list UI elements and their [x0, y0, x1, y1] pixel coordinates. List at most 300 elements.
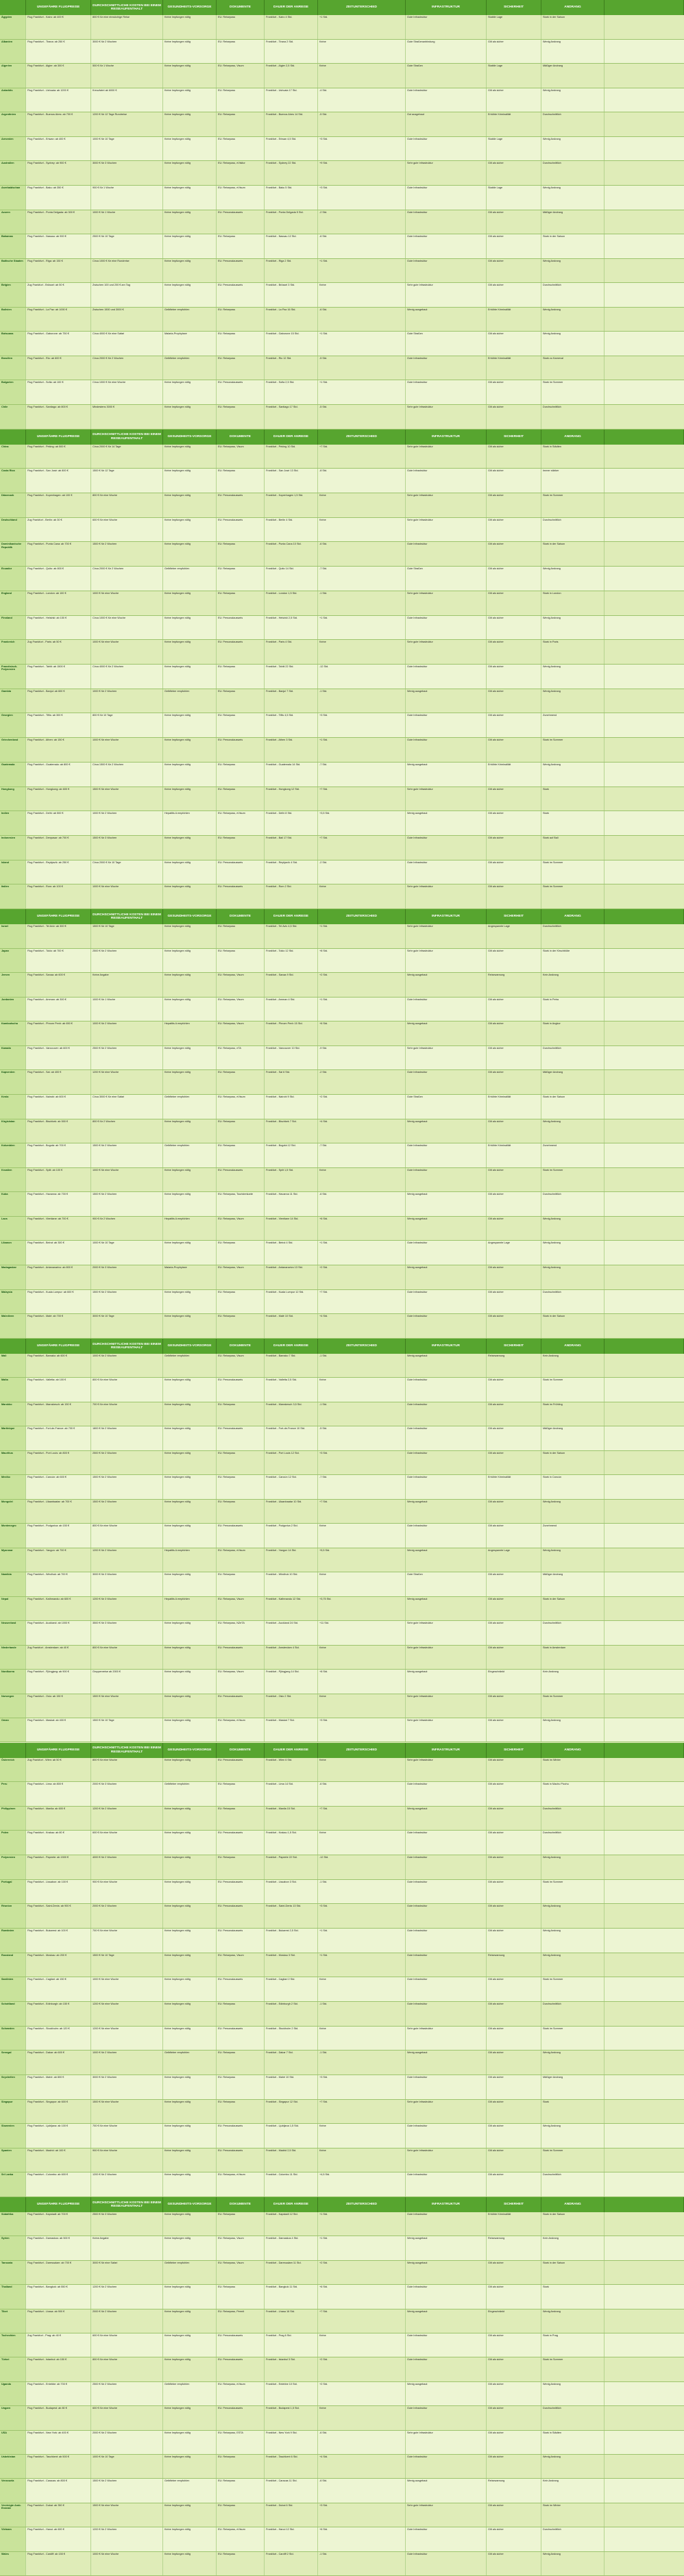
table-row — [0, 884, 684, 909]
table-row — [0, 1500, 684, 1524]
column-header: DAUER DER ANREISE — [265, 1743, 318, 1758]
table-cell: Gilt als sicher — [487, 2406, 541, 2429]
table-cell: Wenig ausgebaut — [406, 1500, 487, 1523]
table-cell: Angespannte Lage — [487, 1241, 541, 1265]
table-cell: -6 Std. — [318, 542, 406, 566]
table-cell: EU: Reisepass — [217, 836, 265, 860]
table-cell: Gute Straßen — [406, 1572, 487, 1596]
table-cell: 600 € für eine Woche — [91, 1831, 163, 1855]
table-row — [0, 2431, 684, 2455]
table-cell: Wenig ausgebaut — [406, 1597, 487, 1620]
table-cell: Frankfurt - Entebbe 10 Std. — [265, 2382, 318, 2405]
table-cell: Frankfurt - Tel Aviv 4,5 Std. — [265, 924, 318, 948]
table-cell: 500 € für 1 Woche — [91, 64, 163, 88]
table-cell: EU: Reisepass, eVisum — [217, 811, 265, 835]
table-cell: Keine Impfungen nötig — [163, 1451, 217, 1474]
table-cell: Flug Frankfurt - Tokio: ab 700 € — [26, 949, 91, 973]
table-cell: Gute Infrastruktur — [406, 1782, 487, 1806]
table-cell: Zunehmend — [541, 1143, 604, 1167]
table-cell: Keine Impfungen nötig — [163, 1070, 217, 1094]
table-cell: Gilt als sicher — [487, 591, 541, 615]
table-cell: Gilt als sicher — [487, 332, 541, 356]
table-cell: Flug Frankfurt - Bogotá: ab 700 € — [26, 1143, 91, 1167]
table-cell: Keine Impfungen nötig — [163, 161, 217, 185]
table-cell: Gilt als sicher — [487, 2148, 541, 2172]
table-cell: EU: Reisepass — [217, 787, 265, 811]
table-row — [0, 2261, 684, 2285]
country-cell: Aserbaidschan — [0, 186, 26, 210]
table-cell: Gilt als sicher — [487, 2503, 541, 2527]
table-cell: EU: Reisepass, eVisum — [217, 1095, 265, 1119]
table-cell: Flug Frankfurt - Port Louis: ab 800 € — [26, 1451, 91, 1474]
table-cell: EU: Reisepass, Visum — [217, 2261, 265, 2284]
table-cell: 800 € für 10 Tage — [91, 713, 163, 737]
table-cell: +5,5 Std. — [318, 1548, 406, 1572]
table-cell: Gute Infrastruktur — [406, 469, 487, 493]
table-cell: EU: Personalausweis — [217, 1426, 265, 1450]
table-cell: Zug Frankfurt - Berlin: ab 30 € — [26, 518, 91, 542]
table-cell: Frankfurt - Valletta 2,5 Std. — [265, 1378, 318, 1401]
column-header — [0, 2197, 26, 2212]
table-cell: Stark in der Saison — [541, 2261, 604, 2284]
table-cell: Frankfurt - Tiflis 4,5 Std. — [265, 713, 318, 737]
table-cell: 1200 € für eine Woche — [91, 2027, 163, 2051]
table-cell: Frankfurt - Guatemala 14 Std. — [265, 763, 318, 787]
table-cell: EU: Reisepass — [217, 1314, 265, 1338]
table-row — [0, 15, 684, 40]
table-cell: Keine Impfungen nötig — [163, 1855, 217, 1879]
country-cell: England — [0, 591, 26, 615]
table-cell: Keine Impfungen nötig — [163, 973, 217, 997]
table-cell: Keine Impfungen nötig — [163, 1378, 217, 1401]
table-cell: Keine Impfungen nötig — [163, 884, 217, 908]
table-cell: Keine — [318, 1572, 406, 1596]
table-cell: Circa 2000 € für 10 Tage — [91, 860, 163, 884]
table-cell: Gilt als sicher — [487, 787, 541, 811]
table-cell: Keine — [318, 493, 406, 517]
table-cell: Frankfurt - Reykjavík 4 Std. — [265, 860, 318, 884]
table-cell: 2000 € für 2 Wochen — [91, 1904, 163, 1928]
country-cell: Azoren — [0, 210, 26, 234]
table-cell: +2 Std. — [318, 1095, 406, 1119]
table-cell: Frankfurt - Oslo 2 Std. — [265, 1694, 318, 1718]
table-cell: Keine — [318, 1977, 406, 2001]
table-cell: Gilt als sicher — [487, 2002, 541, 2026]
country-cell: Russland — [0, 1953, 26, 1977]
table-cell: Keine Angabe — [91, 973, 163, 997]
table-cell: Gute Infrastruktur — [406, 836, 487, 860]
table-cell: Stark auf Bali — [541, 836, 604, 860]
table-cell: Gilt als sicher — [487, 567, 541, 591]
country-cell: Mexiko — [0, 1475, 26, 1498]
table-cell: EU: Reisepass, Visum — [217, 998, 265, 1021]
table-cell: Hepatitis A empfohlen — [163, 811, 217, 835]
table-cell: 1500 € für 10 Tage — [91, 1953, 163, 1977]
table-cell: Flug Frankfurt - Entebbe: ab 700 € — [26, 2382, 91, 2405]
table-cell: Wenig ausgebaut — [406, 811, 487, 835]
table-cell: Hepatitis A empfohlen — [163, 1217, 217, 1241]
table-cell: Durchschnittlich — [541, 924, 604, 948]
table-cell: Gute Infrastruktur — [406, 2552, 487, 2575]
country-cell: Gambia — [0, 689, 26, 713]
country-cell: Spanien — [0, 2148, 26, 2172]
table-cell: Wenig ausgebaut — [406, 2051, 487, 2075]
country-cell: Ungarn — [0, 2406, 26, 2429]
table-cell: Circa 2000 € für 14 Tage — [91, 445, 163, 469]
table-cell: Keine Impfungen nötig — [163, 186, 217, 210]
table-cell: Frankfurt - Ponta Delgada 5 Std. — [265, 210, 318, 234]
table-cell: EU: Reisepass — [217, 1855, 265, 1879]
table-cell: Keine Impfungen nötig — [163, 738, 217, 762]
table-cell: EU: Reisepass — [217, 1143, 265, 1167]
table-cell: -5 Std. — [318, 1426, 406, 1450]
table-row — [0, 763, 684, 787]
country-cell: Marokko — [0, 1402, 26, 1426]
table-block — [0, 1339, 684, 1743]
table-cell: Wenig Andrang — [541, 186, 604, 210]
table-cell: Durchschnittlich — [541, 283, 604, 307]
table-cell: Gilt als sicher — [487, 616, 541, 640]
table-cell: Frankfurt - Delhi 8 Std. — [265, 811, 318, 835]
country-cell: China — [0, 445, 26, 469]
table-cell: Erhöhte Kriminalität — [487, 356, 541, 380]
table-cell: Stabile Lage — [487, 186, 541, 210]
table-cell: Stabile Lage — [487, 15, 541, 39]
table-cell: Durchschnittlich — [541, 1807, 604, 1831]
country-cell: Malaysia — [0, 1290, 26, 1314]
table-cell: Gute Infrastruktur — [406, 1953, 487, 1977]
table-cell: Gilt als sicher — [487, 2357, 541, 2381]
table-cell: Wenig Andrang — [541, 40, 604, 64]
table-cell: Sehr gute Infrastruktur — [406, 2027, 487, 2051]
table-cell: EU: Reisepass, Visum — [217, 973, 265, 997]
table-cell: Keine — [318, 2124, 406, 2148]
table-cell: Gilt als sicher — [487, 1290, 541, 1314]
table-cell: Flug Frankfurt - Ponta Delgada: ab 300 € — [26, 210, 91, 234]
table-cell: Frankfurt - Santiago 17 Std. — [265, 405, 318, 429]
table-cell: 900 € für 2 Wochen — [91, 1217, 163, 1241]
table-cell: Frankfurt - Kathmandu 12 Std. — [265, 1597, 318, 1620]
table-cell: Gute Infrastruktur — [406, 15, 487, 39]
table-block — [0, 2197, 684, 2576]
table-cell: Keine Impfungen nötig — [163, 1758, 217, 1782]
table-cell: 4000 € für 2 Wochen — [91, 1855, 163, 1879]
table-cell: EU: Personalausweis — [217, 1378, 265, 1401]
table-cell: Kreuzfahrt ab 6000 € — [91, 88, 163, 112]
table-cell: Hepatitis A empfohlen — [163, 1021, 217, 1045]
table-cell: Sehr gute Infrastruktur — [406, 2100, 487, 2124]
table-cell: Frankfurt - Kopenhagen 1,5 Std. — [265, 493, 318, 517]
table-cell: Stark in Cancún — [541, 1475, 604, 1498]
table-cell: Sehr gute Infrastruktur — [406, 1646, 487, 1669]
table-cell: Keine Impfungen nötig — [163, 445, 217, 469]
table-cell: +4 Std. — [318, 2455, 406, 2478]
table-cell: Stark in der Kirschblüte — [541, 949, 604, 973]
table-cell: Flug Frankfurt - Bangkok: ab 550 € — [26, 2285, 91, 2308]
table-cell: 1500 € für eine Woche — [91, 2100, 163, 2124]
table-cell: +3 Std. — [318, 1904, 406, 1928]
table-cell: EU: Reisepass — [217, 2051, 265, 2075]
table-cell: +1 Std. — [318, 380, 406, 404]
table-cell: Frankfurt - Paris 4 Std. — [265, 640, 318, 664]
table-cell: Frankfurt - Stockholm 2 Std. — [265, 2027, 318, 2051]
table-row — [0, 1880, 684, 1905]
table-cell: Sehr gute Infrastruktur — [406, 1718, 487, 1742]
table-cell: Gilt als sicher — [487, 469, 541, 493]
table-cell: -6 Std. — [318, 2431, 406, 2454]
table-cell: Flug Frankfurt - Eriwan: ab 400 € — [26, 137, 91, 161]
table-cell: Flug Frankfurt - Podgorica: ab 150 € — [26, 1524, 91, 1547]
table-row — [0, 2479, 684, 2503]
table-row — [0, 1426, 684, 1450]
table-cell: Frankfurt - Bukarest 2,5 Std. — [265, 1929, 318, 1953]
column-header: ZEITUNTERSCHIED — [318, 1743, 406, 1758]
table-cell: Wenig Andrang — [541, 1265, 604, 1289]
table-row — [0, 40, 684, 64]
table-cell: Frankfurt - New York 9 Std. — [265, 2431, 318, 2454]
table-cell: -1 Std. — [318, 2051, 406, 2075]
table-cell: Frankfurt - Istanbul 3 Std. — [265, 2357, 318, 2381]
table-cell: EU: Reisepass — [217, 2212, 265, 2236]
table-cell: EU: Reisepass — [217, 2455, 265, 2478]
table-cell: Keine Impfungen nötig — [163, 2100, 217, 2124]
table-cell: 1000 € für 10 Tage — [91, 137, 163, 161]
table-cell: Keine Impfungen nötig — [163, 283, 217, 307]
country-cell: Kuba — [0, 1192, 26, 1216]
table-cell: Flug Frankfurt - Rom: ab 100 € — [26, 884, 91, 908]
table-cell: Gute Infrastruktur — [406, 2455, 487, 2478]
table-cell: -1 Std. — [318, 591, 406, 615]
country-cell: Vereinigte Arab. Emirate — [0, 2503, 26, 2527]
table-cell: EU: Reisepass — [217, 112, 265, 136]
table-cell: 800 € für eine Woche — [91, 1378, 163, 1401]
table-cell: Frankfurt - Kairo 4 Std. — [265, 15, 318, 39]
table-row — [0, 137, 684, 162]
column-header: GESUNDHEITS-VORSORGE — [163, 1743, 217, 1758]
table-cell: Stark im Sommer — [541, 2027, 604, 2051]
table-cell: Gute Infrastruktur — [406, 665, 487, 689]
table-cell: EU: Personalausweis — [217, 1646, 265, 1669]
table-cell: Keine — [318, 2406, 406, 2429]
country-cell: Französisch-Polynesien — [0, 665, 26, 689]
table-cell: +3 Std. — [318, 1718, 406, 1742]
table-cell: +7 Std. — [318, 2309, 406, 2333]
table-cell: EU: Reisepass, eVisum — [217, 2382, 265, 2405]
table-cell: Frankfurt - Tirana 2 Std. — [265, 40, 318, 64]
table-cell: Zwischen 100 und 200 € am Tag — [91, 283, 163, 307]
table-cell: Keine Impfungen nötig — [163, 15, 217, 39]
table-row — [0, 2309, 684, 2333]
country-cell: Ecuador — [0, 567, 26, 591]
table-cell: Flug Frankfurt - Delhi: ab 500 € — [26, 811, 91, 835]
table-row — [0, 1548, 684, 1572]
table-cell: 1500 € für eine Woche — [91, 2503, 163, 2527]
table-cell: Keine Impfungen nötig — [163, 1718, 217, 1742]
table-cell: Gute Straßen — [406, 64, 487, 88]
column-header: ANDRANG — [541, 909, 604, 924]
table-cell: Flug Frankfurt - Dakar: ab 600 € — [26, 2051, 91, 2075]
country-cell: Martinique — [0, 1426, 26, 1450]
country-cell: Brasilien — [0, 356, 26, 380]
table-cell: EU: Personalausweis — [217, 2027, 265, 2051]
country-cell: Réunion — [0, 1904, 26, 1928]
table-cell: EU: Reisepass — [217, 763, 265, 787]
table-cell: Durchschnittlich — [541, 2527, 604, 2551]
table-cell: Flug Frankfurt - Manila: ab 600 € — [26, 1807, 91, 1831]
table-cell: Flug Frankfurt - Nassau: ab 900 € — [26, 234, 91, 258]
table-cell: Erhöhte Kriminalität — [487, 763, 541, 787]
country-cell: Niederlande — [0, 1646, 26, 1669]
column-header: UNGEFÄHRE FLUGPREISE — [26, 909, 91, 924]
column-header: INFRASTRUKTUR — [406, 0, 487, 15]
table-cell: Wenig Andrang — [541, 332, 604, 356]
table-row — [0, 689, 684, 714]
table-cell: Stabile Lage — [487, 64, 541, 88]
table-row — [0, 1168, 684, 1193]
table-cell: EU: Personalausweis — [217, 738, 265, 762]
table-cell: Sehr gute Infrastruktur — [406, 1694, 487, 1718]
column-header: DAUER DER ANREISE — [265, 430, 318, 445]
table-cell: Gute Infrastruktur — [406, 542, 487, 566]
table-row — [0, 2285, 684, 2309]
table-cell: Frankfurt - Antananarivo 13 Std. — [265, 1265, 318, 1289]
table-cell: Stark in der Saison — [541, 542, 604, 566]
table-cell: Keine Impfungen nötig — [163, 1977, 217, 2001]
table-cell: EU: Personalausweis — [217, 616, 265, 640]
table-cell: Gilt als sicher — [487, 2527, 541, 2551]
table-cell: Frankfurt - Sofia 2,5 Std. — [265, 380, 318, 404]
table-cell: Keine Impfungen nötig — [163, 405, 217, 429]
table-cell: Durchschnittlich — [541, 518, 604, 542]
table-cell: Keine Impfungen nötig — [163, 2503, 217, 2527]
country-cell: Norwegen — [0, 1694, 26, 1718]
country-cell: Mongolei — [0, 1500, 26, 1523]
table-cell: Gilt als sicher — [487, 2124, 541, 2148]
country-cell: Tansania — [0, 2261, 26, 2284]
table-cell: Frankfurt - Hongkong 12 Std. — [265, 787, 318, 811]
column-header: INFRASTRUKTUR — [406, 430, 487, 445]
table-cell: Durchschnittlich — [541, 2172, 604, 2196]
column-header: DOKUMENTE — [217, 0, 265, 15]
table-cell: Gilt als sicher — [487, 1831, 541, 1855]
table-cell: +1 Std. — [318, 332, 406, 356]
table-row — [0, 567, 684, 591]
table-cell: Frankfurt - Phnom Penh 15 Std. — [265, 1021, 318, 1045]
column-header: GESUNDHEITS-VORSORGE — [163, 2197, 217, 2212]
table-cell: Frankfurt - Lissabon 3 Std. — [265, 1880, 318, 1904]
table-cell: Keine Impfungen nötig — [163, 64, 217, 88]
table-cell: Wenig ausgebaut — [406, 1548, 487, 1572]
table-cell: -6 Std. — [318, 308, 406, 332]
table-cell: Stark im Sommer — [541, 860, 604, 884]
table-cell: EU: Reisepass — [217, 1451, 265, 1474]
table-cell: Stark im Sommer — [541, 1977, 604, 2001]
table-cell: Keine Impfungen nötig — [163, 2212, 217, 2236]
column-header: DOKUMENTE — [217, 1743, 265, 1758]
table-cell: Keine Impfungen nötig — [163, 1241, 217, 1265]
table-cell: EU: Personalausweis — [217, 1758, 265, 1782]
table-cell: EU: Personalausweis — [217, 2124, 265, 2148]
table-cell: Wenig Andrang — [541, 88, 604, 112]
country-cell: Schottland — [0, 2002, 26, 2026]
table-cell: Frankfurt - Nairobi 9 Std. — [265, 1095, 318, 1119]
table-row — [0, 112, 684, 137]
table-row — [0, 2552, 684, 2576]
table-cell: -6 Std. — [318, 234, 406, 258]
table-cell: Frankfurt - Vancouver 10 Std. — [265, 1046, 318, 1070]
country-cell: Kanada — [0, 1046, 26, 1070]
table-row — [0, 1451, 684, 1475]
table-cell: Gute Infrastruktur — [406, 1451, 487, 1474]
table-cell: Frankfurt - Eriwan 4,5 Std. — [265, 137, 318, 161]
table-cell: Frankfurt - Riga 2 Std. — [265, 259, 318, 283]
table-cell: Flug Frankfurt - Colombo: ab 600 € — [26, 2172, 91, 2196]
table-row — [0, 2236, 684, 2260]
country-cell: Armenien — [0, 137, 26, 161]
table-cell: 1500 € für 2 Wochen — [91, 2479, 163, 2502]
table-cell: Frankfurt - Brüssel 3 Std. — [265, 283, 318, 307]
table-cell: Frankfurt - Nassau 12 Std. — [265, 234, 318, 258]
table-cell: Stark im Sommer — [541, 1880, 604, 1904]
table-cell: -7 Std. — [318, 567, 406, 591]
table-cell: -1 Std. — [318, 2552, 406, 2575]
table-cell: +7 Std. — [318, 1500, 406, 1523]
table-cell: Durchschnittlich — [541, 161, 604, 185]
table-cell: Gute Infrastruktur — [406, 860, 487, 884]
table-cell: Circa 1000 € für eine Woche — [91, 380, 163, 404]
table-cell: Sehr gute Infrastruktur — [406, 493, 487, 517]
table-row — [0, 1217, 684, 1241]
table-cell: Flug Frankfurt - Maskat: ab 400 € — [26, 1718, 91, 1742]
table-cell: Wenig Andrang — [541, 2124, 604, 2148]
table-cell: Gilt als sicher — [487, 1500, 541, 1523]
table-cell: Gelbfieber empfohlen — [163, 2382, 217, 2405]
table-cell: -12 Std. — [318, 665, 406, 689]
table-header — [0, 1743, 684, 1758]
table-cell: Frankfurt - Ushuaia 17 Std. — [265, 88, 318, 112]
table-cell: Gilt als sicher — [487, 283, 541, 307]
table-row — [0, 2382, 684, 2406]
table-row — [0, 405, 684, 430]
table-cell: EU: Reisepass — [217, 1402, 265, 1426]
table-cell: Gilt als sicher — [487, 1217, 541, 1241]
table-row — [0, 1475, 684, 1499]
table-row — [0, 665, 684, 689]
table-cell: Frankfurt - Wien 6 Std. — [265, 1758, 318, 1782]
table-cell: 1500 € für 2 Wochen — [91, 1290, 163, 1314]
table-cell: Stark in Angkor — [541, 1021, 604, 1045]
table-cell: Gilt als sicher — [487, 2455, 541, 2478]
column-header: UNGEFÄHRE FLUGPREISE — [26, 430, 91, 445]
table-cell: EU: Reisepass — [217, 1070, 265, 1094]
table-cell: Flug Frankfurt - Havanna: ab 700 € — [26, 1192, 91, 1216]
table-cell: Flug Frankfurt - Sanaa: ab 600 € — [26, 973, 91, 997]
table-cell: Flug Frankfurt - Kapstadt: ab 700 € — [26, 2212, 91, 2236]
table-cell: Mäßiger Andrang — [541, 1426, 604, 1450]
table-cell: Frankfurt - Daressalam 11 Std. — [265, 2261, 318, 2284]
table-cell: 800 € für eine Woche — [91, 493, 163, 517]
table-cell: Gute Infrastruktur — [406, 1378, 487, 1401]
table-cell: Flug Frankfurt - Nairobi: ab 600 € — [26, 1095, 91, 1119]
table-cell: -9 Std. — [318, 1046, 406, 1070]
table-cell: Stark in Amsterdam — [541, 1646, 604, 1669]
table-row — [0, 2527, 684, 2551]
table-cell: 800 € für eine einwöchige Reise — [91, 15, 163, 39]
table-cell: Gelbfieber empfohlen — [163, 1782, 217, 1806]
table-cell: +3 Std. — [318, 2503, 406, 2527]
table-cell: Durchschnittlich — [541, 1621, 604, 1644]
table-cell: Flug Frankfurt - Malé: ab 700 € — [26, 1314, 91, 1338]
